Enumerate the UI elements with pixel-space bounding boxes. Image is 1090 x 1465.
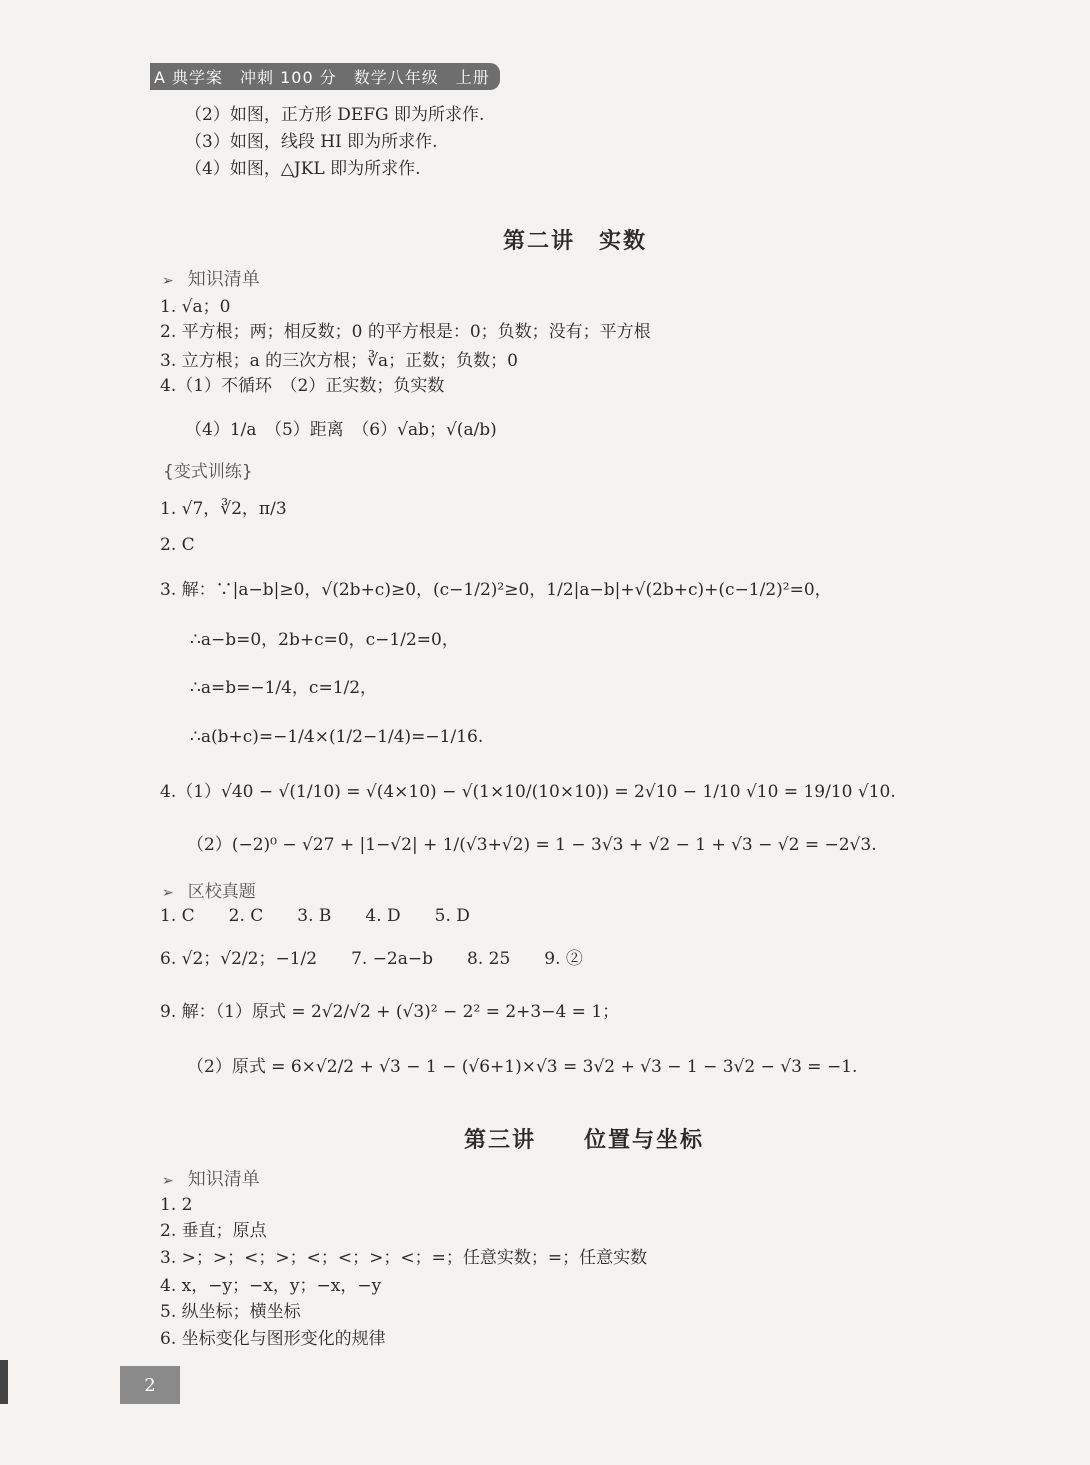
arrow-icon: ➢ <box>162 885 174 901</box>
answer-line-3: （3）如图，线段 HI 即为所求作. <box>185 132 438 152</box>
school-questions-heading: ➢ 区校真题 <box>162 882 256 902</box>
school-item-9a: 9. 解：（1）原式 = 2√2/√2 + (√3)² − 2² = 2+3−4 = 1； <box>160 1002 620 1022</box>
variant-item-2: 2. C <box>160 535 195 555</box>
variant-item-3a: 3. 解：∵|a−b|≥0，√(2b+c)≥0，(c−1/2)²≥0，1/2|a−b|+√(2b+c)+(c−1/2)²=0， <box>160 580 832 600</box>
lecture-2-title: 第二讲 实数 <box>503 229 648 254</box>
school-item-6-9: 6. √2；√2/2；−1/2 7. −2a−b 8. 25 9. ② <box>160 949 583 969</box>
knowledge-item-2: 2. 平方根；两；相反数；0 的平方根是：0；负数；没有；平方根 <box>160 322 651 342</box>
l3-item-1: 1. 2 <box>160 1195 193 1215</box>
variant-item-3b: ∴a−b=0，2b+c=0，c−1/2=0， <box>190 630 459 650</box>
l3-item-2: 2. 垂直；原点 <box>160 1221 267 1241</box>
l3-item-4: 4. x，−y；−x，y；−x，−y <box>160 1276 382 1296</box>
variant-training-heading: {变式训练} <box>163 462 253 482</box>
knowledge-item-4b: （4）1/a （5）距离 （6）√ab；√(a/b) <box>185 420 497 440</box>
l3-item-3: 3. >；>；<；>；<；<；>；<；=；任意实数；=；任意实数 <box>160 1248 648 1268</box>
variant-item-4b: （2）(−2)⁰ − √27 + |1−√2| + 1/(√3+√2) = 1 − 3√3 + √2 − 1 + √3 − √2 = −2√3. <box>187 835 877 855</box>
l3-item-5: 5. 纵坐标；横坐标 <box>160 1302 301 1322</box>
variant-item-3c: ∴a=b=−1/4，c=1/2， <box>190 678 378 698</box>
answer-line-4: （4）如图，△JKL 即为所求作. <box>185 159 421 179</box>
arrow-icon: ➢ <box>162 273 174 289</box>
school-item-1-5: 1. C 2. C 3. B 4. D 5. D <box>160 906 470 926</box>
knowledge-list-heading: ➢ 知识清单 <box>162 269 260 290</box>
answer-line-2: （2）如图，正方形 DEFG 即为所求作. <box>185 105 485 125</box>
page-number: 2 <box>120 1366 180 1404</box>
knowledge-item-1: 1. √a；0 <box>160 297 231 317</box>
running-header: A 典学案 冲刺 100 分 数学八年级 上册 <box>150 63 500 90</box>
knowledge-item-3: 3. 立方根；a 的三次方根；∛a；正数；负数；0 <box>160 351 518 371</box>
lecture-3-title: 第三讲 位置与坐标 <box>464 1128 705 1153</box>
school-item-9b: （2）原式 = 6×√2/2 + √3 − 1 − (√6+1)×√3 = 3√2 + √3 − 1 − 3√2 − √3 = −1. <box>187 1057 858 1077</box>
l3-item-6: 6. 坐标变化与图形变化的规律 <box>160 1329 386 1349</box>
page-edge-mark <box>0 1360 8 1404</box>
variant-item-1: 1. √7，∛2，π/3 <box>160 499 287 519</box>
knowledge-list-heading-3: ➢ 知识清单 <box>162 1169 260 1190</box>
variant-item-3d: ∴a(b+c)=−1/4×(1/2−1/4)=−1/16. <box>190 727 484 747</box>
knowledge-item-4a: 4.（1）不循环 （2）正实数；负实数 <box>160 376 445 396</box>
arrow-icon: ➢ <box>162 1173 174 1189</box>
variant-item-4a: 4.（1）√40 − √(1/10) = √(4×10) − √(1×10/(10×10)) = 2√10 − 1/10 √10 = 19/10 √10. <box>160 782 896 802</box>
